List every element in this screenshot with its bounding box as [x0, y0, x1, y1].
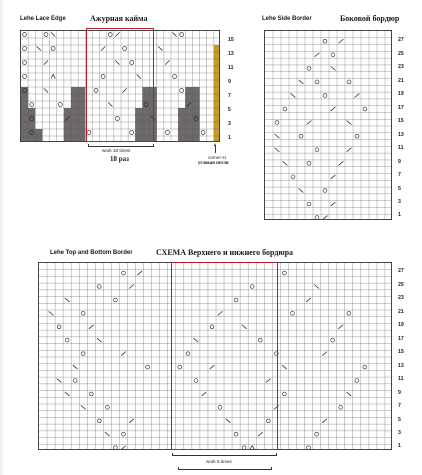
k2tog-icon	[315, 53, 320, 57]
ssk-icon	[299, 188, 304, 192]
yo-circle-icon	[274, 352, 278, 356]
yo-circle-icon	[97, 419, 101, 423]
k2tog-icon	[322, 352, 327, 356]
corner-cell	[214, 59, 220, 66]
k2tog-icon	[129, 419, 134, 423]
yo-circle-icon	[347, 311, 351, 315]
corner-cell	[214, 45, 220, 52]
shaded-cell	[135, 108, 156, 115]
yo-circle-icon	[307, 66, 311, 70]
k2tog-icon	[306, 298, 311, 302]
ssk-icon	[57, 378, 62, 382]
side-row-number: 7	[398, 172, 401, 178]
yo-circle-icon	[307, 161, 311, 165]
yo-circle-icon	[114, 298, 118, 302]
shaded-cell	[64, 129, 85, 136]
yo-circle-icon	[73, 379, 77, 383]
ssk-icon	[73, 365, 78, 369]
lace-row-number: 13	[228, 51, 234, 57]
yo-circle-icon	[87, 131, 91, 135]
top-bottom-title-ru: СХЕМА Верхнего и нижнего бордюра	[156, 248, 294, 257]
yo-circle-icon	[123, 47, 127, 51]
yo-circle-icon	[323, 39, 327, 43]
ssk-icon	[51, 32, 55, 36]
side-row-number: 5	[398, 185, 401, 192]
side-row-number: 3	[398, 199, 401, 205]
corner-cell	[214, 80, 220, 87]
k2tog-icon	[165, 60, 169, 64]
tb-row-number: 23	[398, 295, 404, 301]
yo-circle-icon	[173, 75, 177, 79]
ssk-icon	[282, 365, 287, 369]
lace-edge-title-en: Lehe Lace Edge	[20, 16, 66, 22]
yo-circle-icon	[89, 392, 93, 396]
corner-cell	[214, 108, 220, 115]
side-row-number: 13	[398, 131, 404, 138]
ssk-icon	[331, 66, 336, 70]
side-border-row-numbers	[398, 30, 412, 220]
shaded-cell	[178, 136, 199, 142]
yo-circle-icon	[23, 47, 27, 51]
yo-circle-icon	[299, 134, 303, 138]
yo-circle-icon	[283, 107, 287, 111]
lace-row-number: 15	[228, 37, 234, 43]
yo-circle-icon	[180, 89, 184, 93]
yo-circle-icon	[307, 446, 311, 450]
k2tog-icon	[339, 161, 344, 165]
lace-edge-chart	[20, 30, 220, 142]
yo-circle-icon	[122, 432, 126, 436]
corner-cell	[214, 129, 220, 136]
corner-cell	[214, 52, 220, 59]
corner-cell	[214, 66, 220, 73]
side-row-number: 27	[398, 37, 404, 43]
sk2p-icon	[250, 446, 255, 450]
side-row-number: 21	[398, 77, 404, 84]
yo-circle-icon	[283, 392, 287, 396]
k2tog-icon	[274, 405, 279, 409]
corner-note-en: corner st	[208, 155, 226, 160]
k2tog-icon	[266, 378, 271, 382]
k2tog-icon	[137, 271, 142, 275]
side-border-title-en: Lehe Side Border	[262, 16, 312, 22]
k2tog-icon	[339, 39, 344, 43]
tb-row-number: 9	[398, 389, 401, 396]
tb-repeat-note-en: work 6 times	[206, 459, 232, 464]
k2tog-icon	[115, 32, 119, 36]
yo-circle-icon	[81, 352, 85, 356]
yo-circle-icon	[30, 103, 34, 107]
ssk-icon	[275, 148, 280, 152]
top-bottom-title-en: Lehe Top and Bottom Border	[50, 250, 133, 256]
yo-circle-icon	[258, 338, 262, 342]
yo-circle-icon	[210, 325, 214, 329]
tb-row-number: 1	[398, 443, 401, 449]
yo-circle-icon	[363, 365, 367, 369]
corner-cell	[214, 73, 220, 80]
tb-row-number: 13	[398, 362, 404, 369]
tb-row-number: 25	[398, 281, 404, 288]
side-row-number: 25	[398, 50, 404, 57]
top-bottom-row-numbers	[398, 262, 412, 450]
yo-circle-icon	[250, 285, 254, 289]
page-edge-shadow	[0, 0, 4, 475]
k2tog-icon	[258, 432, 263, 436]
k2tog-icon	[323, 216, 328, 220]
lace-row-number: 5	[228, 107, 231, 113]
ssk-icon	[291, 93, 296, 97]
ssk-icon	[115, 60, 119, 64]
yo-circle-icon	[315, 432, 319, 436]
side-row-number: 17	[398, 104, 404, 111]
shaded-cell	[21, 101, 28, 108]
tb-row-number: 19	[398, 322, 404, 328]
yo-circle-icon	[81, 311, 85, 315]
k2tog-icon	[322, 419, 327, 423]
side-row-number: 23	[398, 64, 404, 70]
ssk-icon	[158, 46, 162, 50]
shaded-cell	[21, 129, 42, 136]
tb-row-number: 7	[398, 403, 401, 409]
tb-row-number: 17	[398, 335, 404, 342]
lace-repeat-note-ru: 18 раз	[110, 155, 129, 163]
corner-cell	[214, 101, 220, 108]
corner-cell	[214, 115, 220, 122]
lace-edge-row-numbers	[228, 30, 242, 142]
k2tog-icon	[338, 325, 343, 329]
side-row-number: 15	[398, 118, 404, 124]
tb-row-number: 21	[398, 308, 404, 315]
ssk-icon	[44, 88, 48, 92]
yo-circle-icon	[339, 405, 343, 409]
yo-circle-icon	[122, 271, 126, 275]
shaded-cell	[21, 136, 42, 142]
k2tog-icon	[89, 325, 94, 329]
k2tog-icon	[121, 352, 126, 356]
ssk-icon	[81, 405, 86, 409]
yo-circle-icon	[23, 33, 27, 37]
yo-circle-icon	[266, 419, 270, 423]
yo-circle-icon	[23, 75, 27, 79]
yo-circle-icon	[242, 446, 246, 450]
lace-row-number: 3	[228, 121, 231, 127]
shaded-cell	[64, 136, 85, 142]
k2tog-icon	[121, 446, 126, 450]
sk2p-icon	[51, 74, 55, 78]
tb-repeat-underline	[178, 469, 272, 470]
shaded-cell	[135, 129, 156, 136]
corner-note-ru: угловая петля	[198, 161, 229, 166]
ssk-icon	[299, 80, 304, 84]
ssk-icon	[37, 46, 41, 50]
yo-circle-icon	[130, 61, 134, 65]
top-bottom-chart	[38, 262, 392, 450]
side-row-number: 19	[398, 91, 404, 97]
corner-cell	[214, 122, 220, 129]
shaded-cell	[21, 87, 28, 94]
side-border-title-ru: Боковой бордюр	[340, 14, 400, 23]
yo-circle-icon	[94, 89, 98, 93]
yo-circle-icon	[51, 47, 55, 51]
ssk-icon	[137, 74, 141, 78]
yo-circle-icon	[201, 131, 205, 135]
shaded-cell	[178, 108, 199, 115]
lace-edge-title-ru: Ажурная кайма	[90, 14, 148, 23]
yo-circle-icon	[315, 148, 319, 152]
yo-circle-icon	[331, 338, 335, 342]
side-border-chart	[264, 30, 392, 220]
yo-circle-icon	[347, 80, 351, 84]
yo-circle-icon	[180, 33, 184, 37]
yo-circle-icon	[101, 75, 105, 79]
shaded-cell	[178, 129, 199, 136]
yo-circle-icon	[307, 202, 311, 206]
yo-circle-icon	[178, 365, 182, 369]
ssk-icon	[242, 325, 247, 329]
yo-circle-icon	[218, 405, 222, 409]
side-border-grid	[265, 31, 392, 220]
yo-circle-icon	[57, 325, 61, 329]
yo-circle-icon	[97, 285, 101, 289]
yo-circle-icon	[291, 175, 295, 179]
ssk-icon	[346, 392, 351, 396]
k2tog-icon	[355, 93, 360, 97]
yo-circle-icon	[283, 271, 287, 275]
yo-circle-icon	[58, 103, 62, 107]
k2tog-icon	[129, 284, 134, 288]
ssk-icon	[275, 134, 280, 138]
ssk-icon	[105, 432, 110, 436]
corner-cell	[214, 87, 220, 94]
ssk-icon	[314, 284, 319, 288]
corner-cell	[214, 94, 220, 101]
ssk-icon	[193, 338, 198, 342]
shaded-cell	[135, 122, 156, 129]
k2tog-icon	[202, 392, 207, 396]
shaded-cell	[21, 94, 28, 101]
side-row-number: 9	[398, 158, 401, 165]
yo-circle-icon	[315, 80, 319, 84]
ssk-icon	[347, 121, 352, 125]
k2tog-icon	[218, 311, 223, 315]
corner-cell	[214, 136, 220, 142]
yo-circle-icon	[355, 134, 359, 138]
k2tog-icon	[122, 88, 126, 92]
lace-repeat-bracket	[88, 142, 154, 147]
lace-row-number: 7	[228, 93, 231, 99]
yo-circle-icon	[315, 216, 319, 220]
ssk-icon	[283, 161, 288, 165]
tb-row-number: 27	[398, 268, 404, 274]
yo-circle-icon	[108, 33, 112, 37]
shaded-cell	[178, 122, 199, 129]
ssk-icon	[108, 102, 112, 106]
yo-circle-icon	[65, 338, 69, 342]
yo-circle-icon	[115, 117, 119, 121]
side-row-number: 1	[398, 212, 401, 218]
lace-row-number: 9	[228, 79, 231, 85]
k2tog-icon	[307, 121, 312, 125]
shaded-cell	[64, 122, 85, 129]
yo-circle-icon	[194, 379, 198, 383]
yo-circle-icon	[165, 131, 169, 135]
corner-arrow-icon	[215, 145, 216, 153]
tb-repeat-bracket	[172, 452, 277, 456]
yo-circle-icon	[130, 131, 134, 135]
yo-circle-icon	[355, 379, 359, 383]
ssk-icon	[97, 338, 102, 342]
yo-circle-icon	[323, 94, 327, 98]
yo-circle-icon	[186, 352, 190, 356]
k2tog-icon	[331, 175, 336, 179]
lace-row-number: 1	[228, 135, 231, 141]
lace-repeat-note-en: work 18 times	[102, 148, 131, 153]
yo-circle-icon	[23, 61, 27, 65]
yo-circle-icon	[146, 365, 150, 369]
ssk-icon	[65, 298, 70, 302]
k2tog-icon	[44, 60, 48, 64]
tb-row-number: 3	[398, 430, 401, 436]
ssk-icon	[226, 419, 231, 423]
side-row-number: 11	[398, 145, 404, 151]
ssk-icon	[172, 32, 176, 36]
top-bottom-grid	[39, 263, 392, 450]
tb-row-number: 15	[398, 349, 404, 355]
yo-circle-icon	[363, 107, 367, 111]
k2tog-icon	[210, 365, 215, 369]
tb-row-number: 5	[398, 416, 401, 423]
lace-row-number: 11	[228, 65, 234, 71]
ssk-icon	[65, 392, 70, 396]
k2tog-icon	[331, 107, 336, 111]
yo-circle-icon	[234, 432, 238, 436]
yo-circle-icon	[331, 53, 335, 57]
k2tog-icon	[101, 46, 105, 50]
k2tog-icon	[347, 148, 352, 152]
yo-circle-icon	[323, 189, 327, 193]
yo-circle-icon	[291, 311, 295, 315]
yo-circle-icon	[44, 33, 48, 37]
ssk-icon	[49, 311, 54, 315]
lace-edge-grid	[21, 31, 220, 142]
shaded-cell	[64, 108, 85, 115]
yo-circle-icon	[106, 405, 110, 409]
shaded-cell	[178, 115, 199, 122]
k2tog-icon	[331, 202, 336, 206]
yo-circle-icon	[234, 298, 238, 302]
tb-row-number: 11	[398, 376, 404, 382]
yo-circle-icon	[275, 121, 279, 125]
yo-circle-icon	[114, 446, 118, 450]
